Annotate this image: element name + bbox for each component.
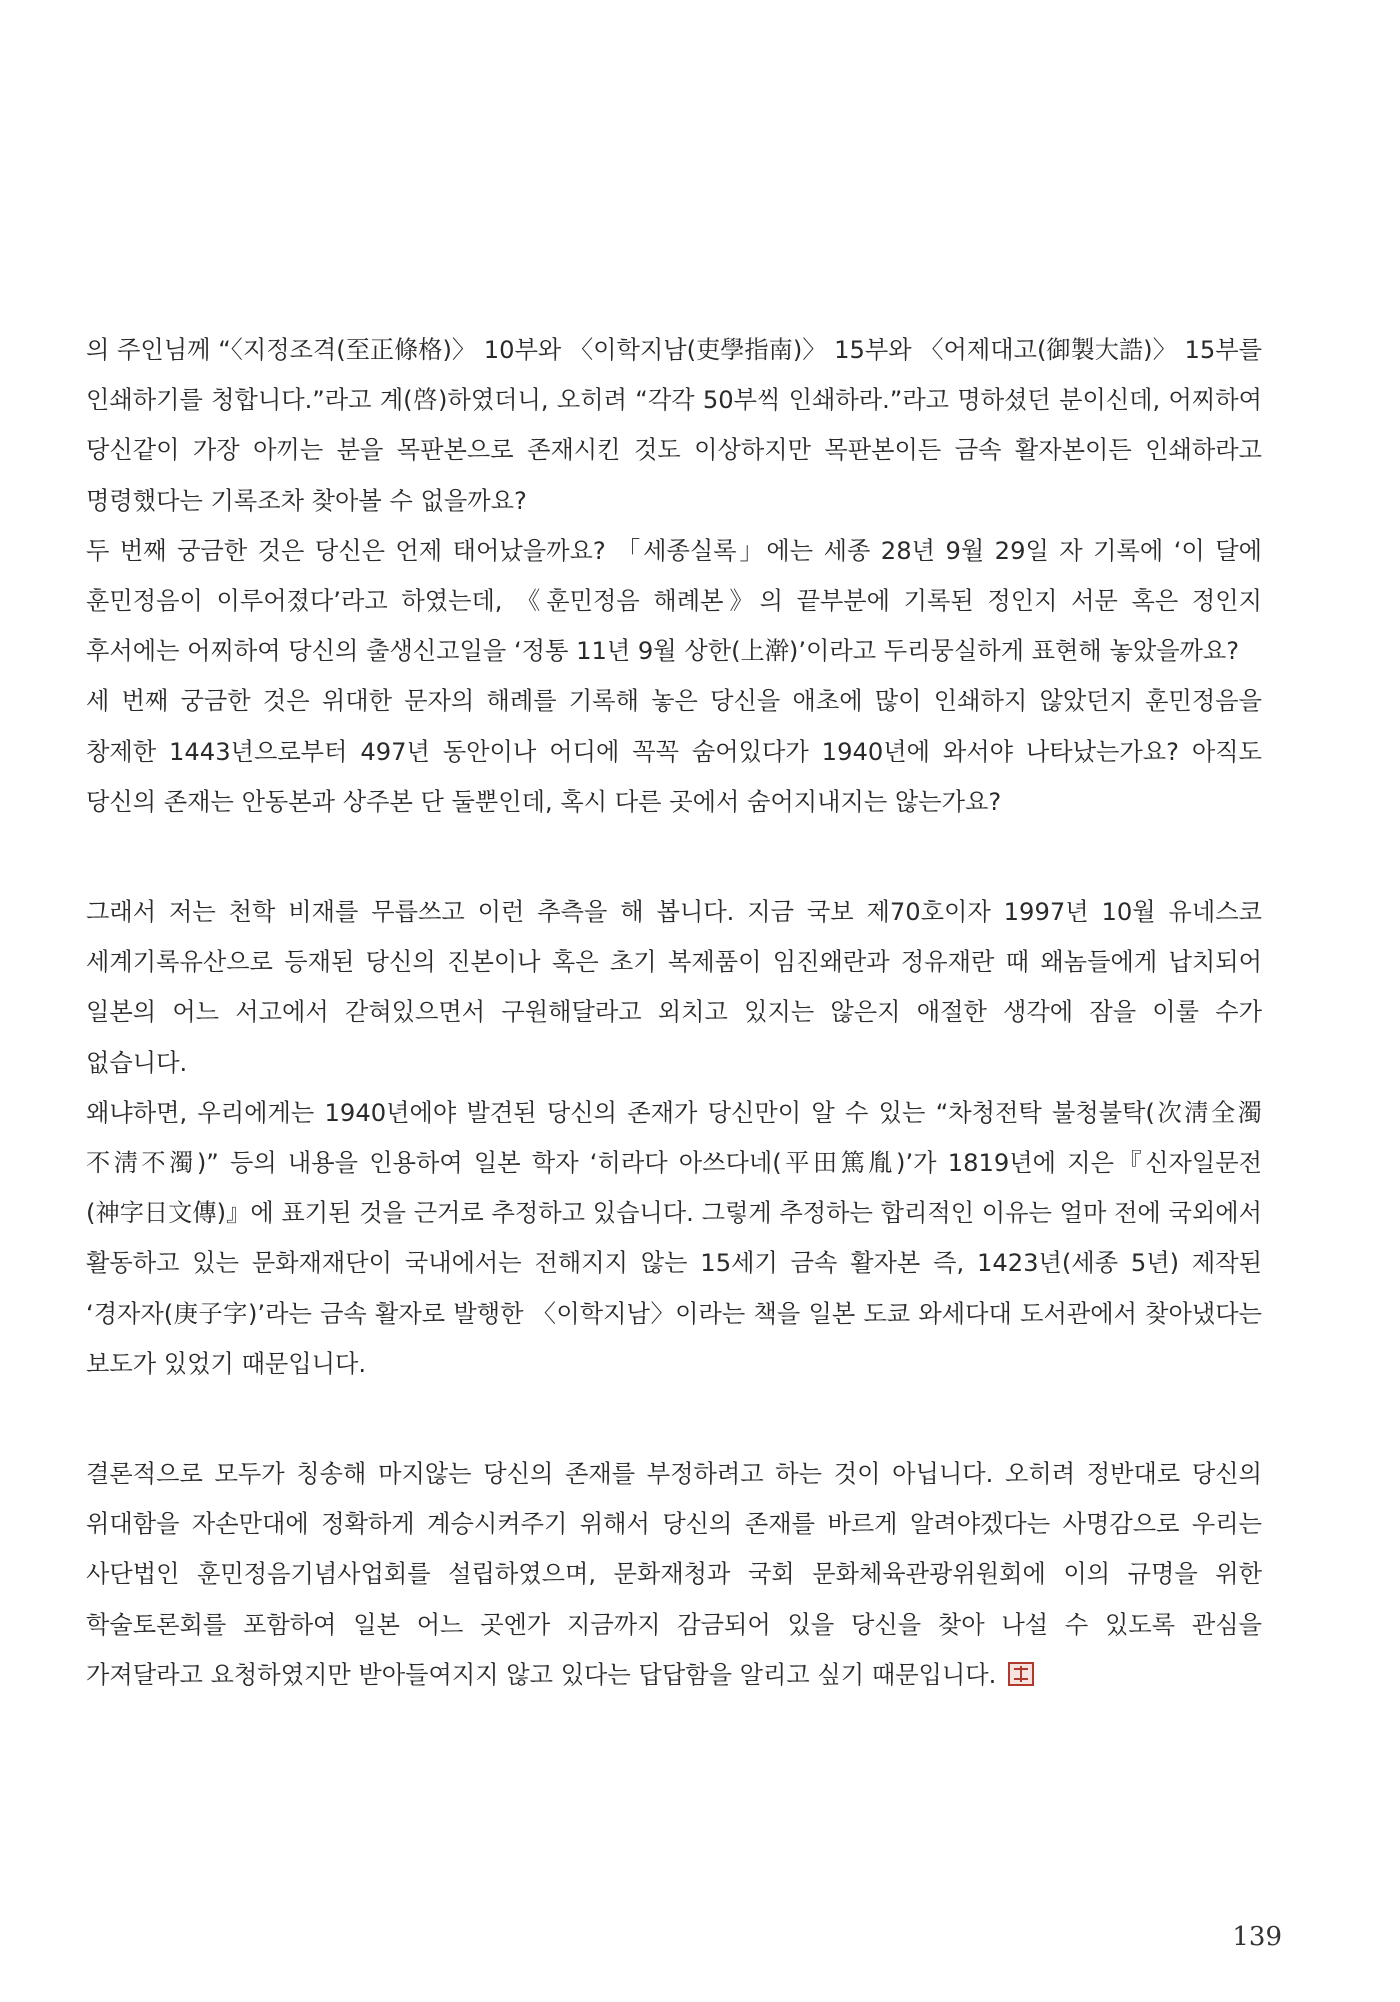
closing-paragraph bbox=[86, 1449, 1262, 1700]
paragraph: 그래서 저는 천학 비재를 무릅쓰고 이런 추측을 해 봅니다. 지금 국보 제70호이자 1997년 10월 유네스코 세계기록유산으로 등재된 당신의 진본이나 혹은 초기 복제품이 임진왜란과 정유재란 때 왜놈들에게 납치되어 일본의 어느 서고에서 갇혀있으면서 구원해달라고 외치고 있지는 않은지 애절한 생각에 잠을 이룰 수가 없습니다. bbox=[86, 898, 1262, 1077]
paragraph: 두 번째 궁금한 것은 당신은 언제 태어났을까요? 「세종실록」에는 세종 28년 9월 29일 자 기록에 ‘이 달에 훈민정음이 이루어졌다’라고 하였는데, 《훈민정음 해례본》의 끝부분에 기록된 정인지 서문 혹은 정인지 후서에는 어찌하여 당신의 출생신고일을 ‘정통 11년 9월 상한(上澣)’이라고 두리뭉실하게 표현해 놓았을까요? bbox=[86, 536, 1262, 666]
paragraph-group-2 bbox=[86, 887, 1262, 1389]
paragraph: 세 번째 궁금한 것은 위대한 문자의 해례를 기록해 놓은 당신을 애초에 많이 인쇄하지 않았던지 훈민정음을 창제한 1443년으로부터 497년 동안이나 어디에 꼭꼭 숨어있다가 1940년에 와서야 나타났는가요? 아직도 당신의 존재는 안동본과 상주본 단 둘뿐인데, 혹시 다른 곳에서 숨어지내지는 않는가요? bbox=[86, 687, 1262, 816]
paragraph-group-1 bbox=[86, 325, 1262, 827]
paragraph: 왜냐하면, 우리에게는 1940년에야 발견된 당신의 존재가 당신만이 알 수 있는 “차청전탁 불청불탁(次淸全濁 不淸不濁)” 등의 내용을 인용하여 일본 학자 ‘히라다 아쓰다네(平田篤胤)’가 1819년에 지은『신자일문전(神字日文傳)』에 표기된 것을 근거로 추정하고 있습니다. 그렇게 추정하는 합리적인 이유는 얼마 전에 국외에서 활동하고 있는 문화재재단이 국내에서는 전해지지 않는 15세기 금속 활자본 즉, 1423년(세종 5년) 제작된 ‘경자자(庚子字)’라는 금속 활자로 발행한 〈이학지남〉이라는 책을 일본 도쿄 와세다대 도서관에서 찾아냈다는 보도가 있었기 때문입니다. bbox=[86, 1098, 1262, 1378]
body-text bbox=[86, 325, 1262, 1700]
seal-icon bbox=[1008, 1662, 1034, 1686]
paragraph: 의 주인님께 “〈지정조격(至正條格)〉 10부와 〈이학지남(吏學指南)〉 15부와 〈어제대고(御製大誥)〉 15부를 인쇄하기를 청합니다.”라고 계(啓)하였더니, 오히려 “각각 50부씩 인쇄하라.”라고 명하셨던 분이신데, 어찌하여 당신같이 가장 아끼는 분을 목판본으로 존재시킨 것도 이상하지만 목판본이든 금속 활자본이든 인쇄하라고 명령했다는 기록조차 찾아볼 수 없을까요? bbox=[86, 336, 1262, 515]
page-number: 139 bbox=[1232, 1922, 1282, 1952]
paragraph-group-3 bbox=[86, 1449, 1262, 1700]
closing-paragraph-text: 결론적으로 모두가 칭송해 마지않는 당신의 존재를 부정하려고 하는 것이 아닙니다. 오히려 정반대로 당신의 위대함을 자손만대에 정확하게 계승시켜주기 위해서 당신의 존재를 바르게 알려야겠다는 사명감으로 우리는 사단법인 훈민정음기념사업회를 설립하였으며, 문화재청과 국회 문화체육관광위원회에 이의 규명을 위한 학술토론회를 포함하여 일본 어느 곳엔가 지금까지 감금되어 있을 당신을 찾아 나설 수 있도록 관심을 가져달라고 요청하였지만 받아들여지지 않고 있다는 답답함을 알리고 싶기 때문입니다. bbox=[86, 1460, 1262, 1689]
